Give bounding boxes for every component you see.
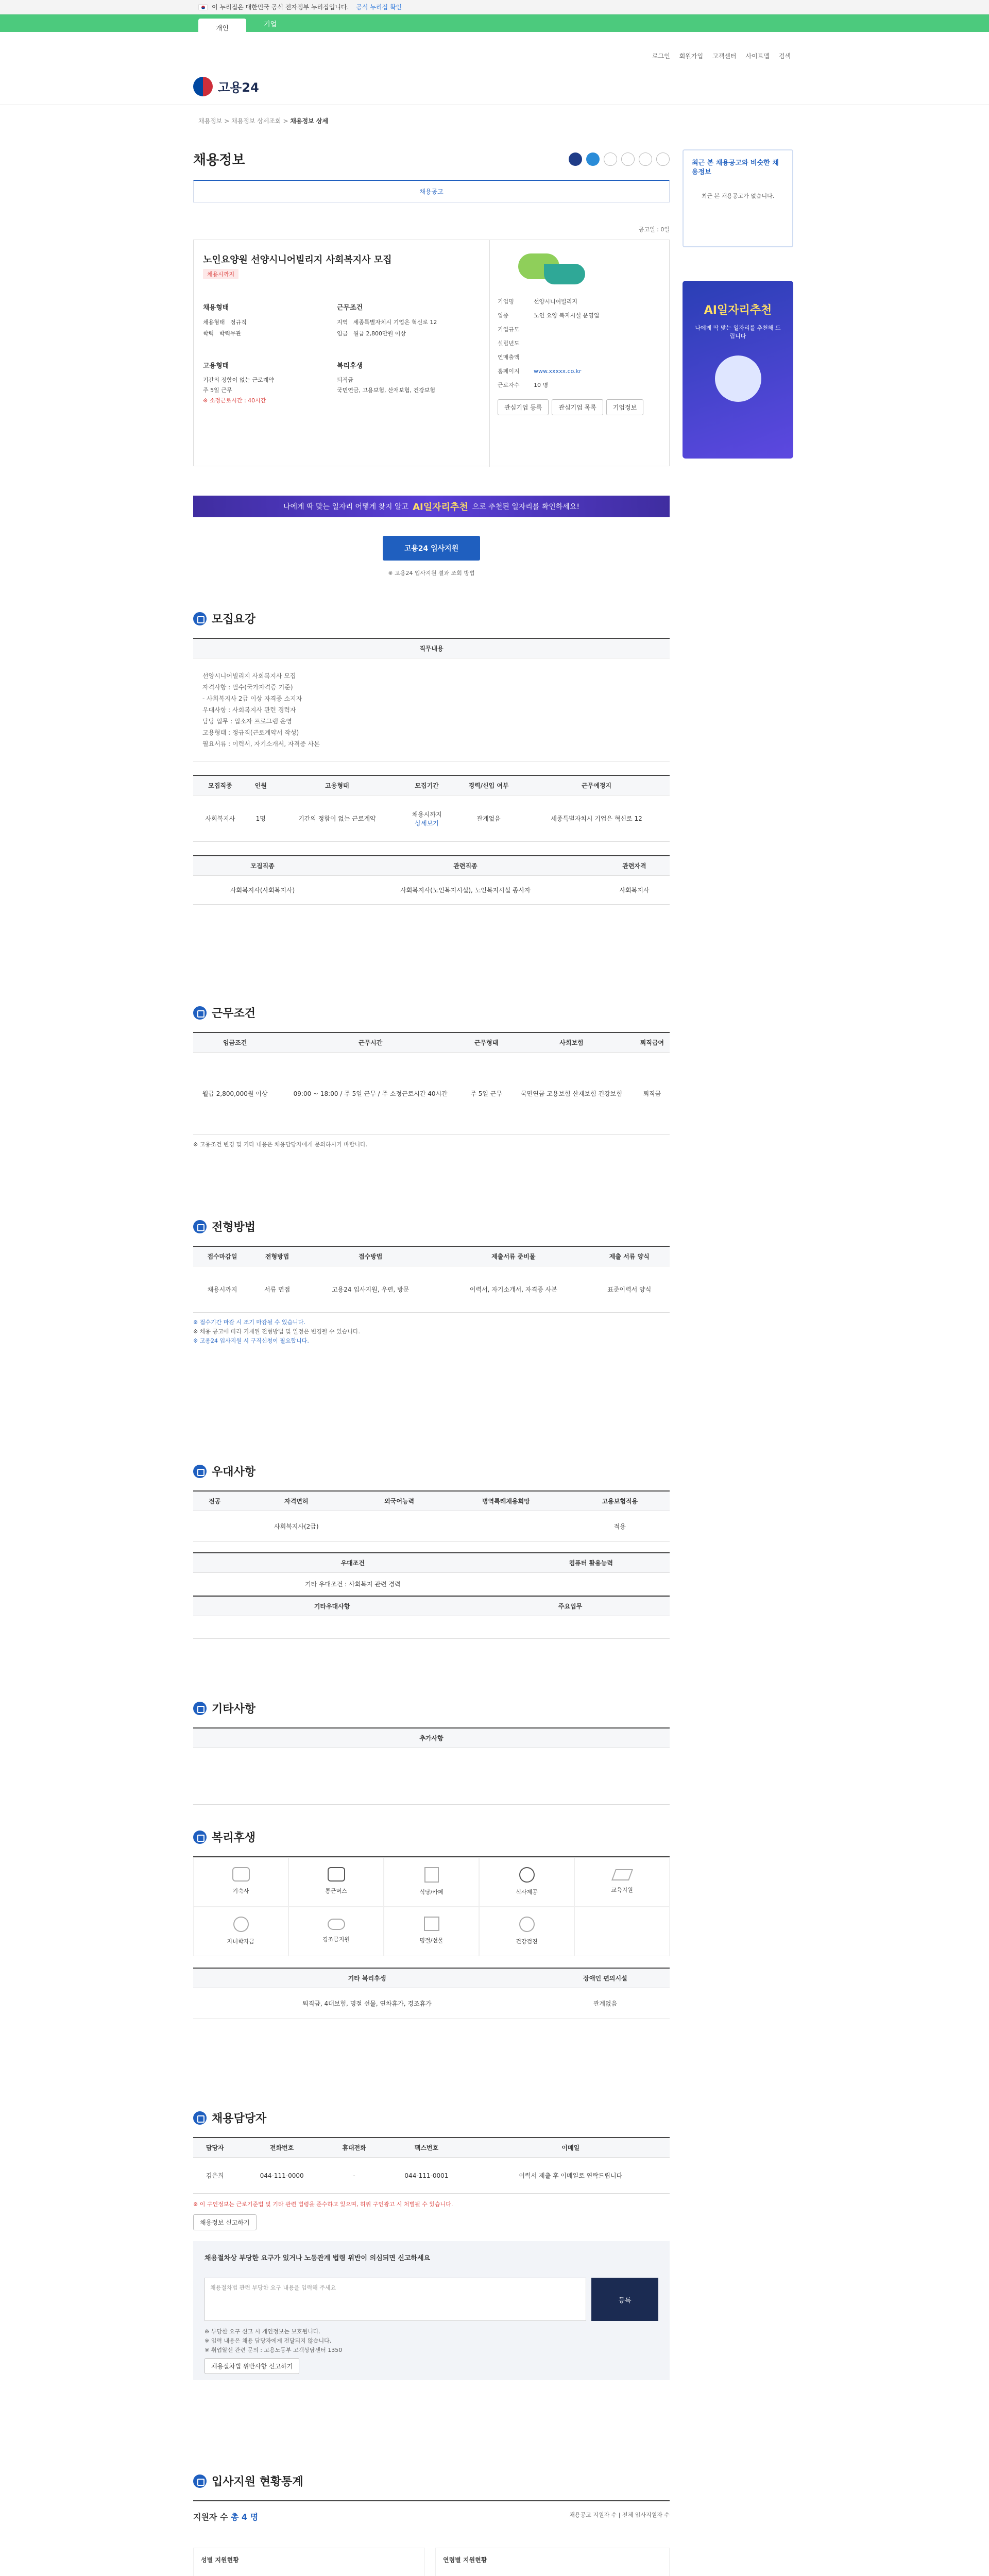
bus-icon (328, 1867, 345, 1882)
etc-table: 추가사항 (193, 1727, 670, 1805)
section-icon (193, 1220, 207, 1233)
table-row: 사회복지사(2급) 적용 (193, 1511, 670, 1542)
table-row: 김은희 044-111-0000 - 044-111-0001 이력서 제출 후 이메일로 연락드립니다 (193, 2158, 670, 2194)
age-chart: 연령별 지원현황 (435, 2548, 670, 2576)
logo-text[interactable]: 고용24 (218, 80, 259, 95)
page-title: 채용정보 (193, 152, 245, 168)
preference-sub-table: 우대조건 컴퓨터 활용능력 기타 우대조건 : 사회복지 관련 경력 (193, 1552, 670, 1596)
recruit-table: 모집직종 인원 고용형태 모집기간 경력/신입 여부 근무예정지 사회복지사 1명 기간의 정함이 없는 근로계약 채용시까지 상세보기 관계없음 세종특별자치시 기업은 혁신로 12 (193, 775, 670, 842)
building-icon (424, 1867, 439, 1883)
table-row: 퇴직금, 4대보험, 명절 선물, 연차휴가, 경조휴가 관계없음 (193, 1988, 670, 2019)
share-icon[interactable] (656, 152, 670, 166)
side-ad-text: 나에게 딱 맞는 일자리를 추천해 드립니다 (695, 325, 781, 340)
print-icon[interactable] (639, 152, 652, 166)
process-notes: ※ 접수기간 마감 시 조기 마감될 수 있습니다. ※ 채용 공고에 따라 기재된 전형방법 및 일정은 변경될 수 있습니다. ※ 고용24 입사지원 시 구직신청이 필요합니다. (193, 1319, 360, 1344)
link-icon[interactable] (621, 152, 635, 166)
company-logo (513, 248, 601, 290)
section-icon (193, 1465, 207, 1478)
breadcrumb: 채용정보 > 채용정보 상세조회 > 채용정보 상세 (198, 117, 329, 125)
welfare-item: 명절/선물 (384, 1907, 479, 1956)
welfare-item: 식사제공 (479, 1857, 574, 1907)
gov-banner (0, 0, 989, 14)
twitter-icon[interactable] (586, 152, 600, 166)
add-interest-button[interactable]: 관심기업 등록 (498, 399, 549, 415)
medical-icon (519, 1917, 535, 1932)
side-ad-title: AI일자리추천 (704, 304, 772, 317)
apply-note: ※ 고용24 입사지원 결과 조회 방법 (388, 570, 475, 577)
rights-submit-button[interactable]: 등록 (591, 2278, 658, 2321)
welfare-table: 기타 복리후생 장애인 편의시설 퇴직금, 4대보험, 명절 선물, 연차휴가, 경조휴가 관계없음 (193, 1968, 670, 2019)
job-title: 노인요양원 선양시니어빌리지 사회복지사 모집 (203, 255, 392, 265)
stats-total-value: 총 4 명 (230, 2512, 259, 2522)
recruit-title: 모집요강 (212, 613, 256, 626)
section-icon (193, 1702, 207, 1715)
stats-title: 입사지원 현황통계 (212, 2476, 303, 2488)
conditions-title: 근무조건 (337, 304, 363, 312)
tab-company[interactable]: 기업 (264, 20, 277, 28)
page-header (193, 149, 670, 233)
utility-bar (0, 32, 989, 68)
work-title: 근무조건 (212, 1007, 256, 1020)
section-icon (193, 612, 207, 625)
table-row: 사회복지사(사회복지사) 사회복지사(노인복지시설), 노인복지시설 종사자 사회복지사 (193, 876, 670, 905)
recruit-detail-link[interactable]: 상세보기 (415, 819, 439, 827)
recruit-content-table: 직무내용 선양시니어빌리지 사회복지사 모집 자격사항 : 필수(국가자격증 기준) - 사회복지사 2급 이상 자격증 소지자 우대사항 : 사회복지사 관련 경력자 담당 업무 : 입소자 프로그램 운영 고용형태 : 정규직(근로계약서 작성) 필요서류 : 이력서, 자기소개서, 자격증 사본 (193, 638, 670, 761)
help-link[interactable]: 고객센터 (712, 53, 737, 60)
robot-icon (715, 355, 761, 402)
contract-rows: 기간의 정함이 없는 근로계약 주 5일 근무 ※ 소정근로시간 : 40시간 (203, 377, 275, 404)
contact-table: 담당자 전화번호 휴대전화 팩스번호 이메일 김은희 044-111-0000 - 044-111-0001 이력서 제출 후 이메일로 연락드립니다 (193, 2137, 670, 2194)
breadcrumb-item[interactable]: 채용정보 (198, 117, 223, 125)
welfare-item: 경조금지원 (288, 1907, 384, 1956)
welfare-icon-grid (193, 1856, 670, 1956)
side-ai-ad[interactable] (683, 281, 793, 459)
notice-bar: 채용공고 (193, 180, 670, 202)
recruit-sub-table: 모집직종 관련직종 관련자격 사회복지사(사회복지사) 사회복지사(노인복지시설), 노인복지시설 종사자 사회복지사 (193, 855, 670, 905)
gender-chart: 성별 지원현황 (193, 2548, 425, 2576)
search-link[interactable]: 검색 (778, 53, 791, 60)
rights-input[interactable]: 채용절차법 관련 부당한 요구 내용을 입력해 주세요 (204, 2278, 586, 2321)
gov-banner-text: 이 누리집은 대한민국 공식 전자정부 누리집입니다. (212, 4, 349, 11)
login-link[interactable]: 로그인 (652, 53, 670, 60)
table-row (193, 1616, 670, 1639)
signup-link[interactable]: 회원가입 (679, 53, 704, 60)
welfare-item: 통근버스 (288, 1857, 384, 1907)
employment-title: 채용형태 (203, 304, 229, 312)
stats-total-label: 지원자 수 (193, 2512, 228, 2522)
gov-banner-toggle[interactable]: 공식 누리집 확인 (356, 4, 402, 11)
section-icon (193, 1006, 207, 1020)
welfare-item: 기숙사 (193, 1857, 288, 1907)
stats-panel (193, 2500, 670, 2576)
section-icon (193, 2111, 207, 2125)
recruit-section (193, 611, 670, 905)
table-row: 기타 우대조건 : 사회복지 관련 경력 (193, 1573, 670, 1596)
status-badge: 채용시까지 (203, 269, 238, 279)
graduation-icon (611, 1869, 633, 1880)
apply-area (193, 536, 670, 578)
section-icon (193, 1831, 207, 1844)
welfare-item: 식당/카페 (384, 1857, 479, 1907)
apply-button[interactable]: 고용24 입사지원 (383, 536, 481, 561)
bookmark-icon[interactable] (604, 152, 617, 166)
welfare-summary-title: 복리후생 (337, 362, 363, 370)
car-icon (232, 1867, 250, 1882)
ai-banner[interactable]: 나에게 딱 맞는 일자리 어떻게 찾지 알고 AI일자리추천 으로 추천된 일자리를 확인하세요! (193, 496, 670, 517)
site-header (0, 68, 989, 105)
job-summary (193, 240, 670, 466)
rights-notes: ※ 부당한 요구 신고 시 개인정보는 보호됩니다. ※ 입력 내용은 채용 담당자에게 전달되지 않습니다. ※ 취업알선 관련 문의 : 고용노동부 고객상담센터 1350 (204, 2328, 343, 2353)
preference-section (193, 1463, 670, 1639)
process-section (193, 1218, 670, 1346)
work-table: 임금조건 근무시간 근무형태 사회보험 퇴직급여 월급 2,800,000원 이상 09:00 ~ 18:00 / 주 5일 근무 / 주 소정근로시간 40시간 주 5일 근무 국민연금 고용보험 산재보험 건강보험 퇴직금 (193, 1032, 670, 1135)
korea-flag-icon (198, 4, 208, 10)
welfare-item: 자녀학자금 (193, 1907, 288, 1956)
rights-box (193, 2241, 670, 2380)
welfare-item: 건강검진 (479, 1907, 574, 1956)
etc-title: 기타사항 (212, 1703, 256, 1716)
stats-section (193, 2473, 670, 2576)
report-info-button[interactable]: 채용정보 신고하기 (193, 2214, 257, 2230)
gift-icon (424, 1917, 439, 1931)
table-row: 사회복지사 1명 기간의 정함이 없는 근로계약 채용시까지 상세보기 관계없음 세종특별자치시 기업은 혁신로 12 (193, 795, 670, 842)
conditions-rows: 지역 세종특별자치시 기업은 혁신로 12 임금 월급 2,800만원 이상 (337, 319, 437, 337)
contact-note: ※ 이 구인정보는 근로기준법 및 기타 관련 법령을 준수하고 있으며, 허위 구인광고 시 처벌될 수 있습니다. (193, 2201, 453, 2208)
interest-list-button[interactable]: 관심기업 목록 (552, 399, 603, 415)
breadcrumb-current: 채용정보 상세 (290, 117, 329, 125)
sitemap-link[interactable]: 사이트맵 (745, 53, 770, 60)
handshake-icon (328, 1919, 345, 1930)
employment-rows: 채용형태 정규직 학력 학력무관 (203, 319, 247, 337)
side-box-text: 최근 본 채용공고가 없습니다. (701, 193, 775, 199)
table-row: 채용시까지 서류 면접 고용24 입사지원, 우편, 방문 이력서, 자기소개서, 자격증 사본 표준이력서 양식 (193, 1266, 670, 1313)
preference-title: 우대사항 (212, 1466, 256, 1479)
stats-legend: 채용공고 지원자 수 | 전체 입사지원자 수 (569, 2512, 670, 2518)
welfare-item: 교육지원 (574, 1857, 670, 1907)
welfare-title: 복리후생 (212, 1832, 256, 1844)
pub-date: 공고일 : 0일 (638, 226, 670, 233)
rights-title: 채용절차상 부당한 요구가 있거나 노동관계 법령 위반이 의심되면 신고하세요 (204, 2255, 431, 2262)
recruit-content: 선양시니어빌리지 사회복지사 모집 자격사항 : 필수(국가자격증 기준) - 사회복지사 2급 이상 자격증 소지자 우대사항 : 사회복지사 관련 경력자 담당 업무 : 입소자 프로그램 운영 고용형태 : 정규직(근로계약서 작성) 필요서류 : 이력서, 자기소개서, 자격증 사본 (193, 658, 670, 761)
table-row: 월급 2,800,000원 이상 09:00 ~ 18:00 / 주 5일 근무 / 주 소정근로시간 40시간 주 5일 근무 국민연금 고용보험 산재보험 건강보험 퇴직금 (193, 1053, 670, 1135)
contact-title: 채용담당자 (212, 2112, 267, 2125)
user-type-tabs (0, 14, 989, 32)
rights-link-button[interactable]: 채용절차법 위반사항 신고하기 (204, 2358, 299, 2374)
logo-icon (193, 77, 213, 96)
etc-section (193, 1700, 670, 1805)
section-icon (193, 2475, 207, 2488)
welfare-summary-rows: 퇴직금 국민연금, 고용보험, 산재보험, 건강보험 (337, 377, 435, 394)
process-title: 전형방법 (212, 1221, 256, 1234)
food-icon (519, 1867, 535, 1883)
coin-icon (233, 1917, 249, 1932)
process-table: 접수마감일 전형방법 접수방법 제출서류 준비물 제출 서류 양식 채용시까지 서류 면접 고용24 입사지원, 우편, 방문 이력서, 자기소개서, 자격증 사본 표준이력서 양식 (193, 1246, 670, 1313)
welfare-section (193, 1829, 670, 2019)
facebook-icon[interactable] (569, 152, 582, 166)
side-box-title: 최근 본 채용공고와 비슷한 채용정보 (692, 159, 779, 176)
company-info: 기업명 선양시니어빌리지 업종 노인 요양 복지시설 운영업 기업규모 설립년도 연매출액 홈페이지 www.xxxxx.co.kr 근로자수 10 명 (498, 298, 600, 388)
share-toolbar (569, 152, 670, 166)
preference-sub-table-2: 기타우대사항 주요업무 (193, 1596, 670, 1639)
side-recent-box (683, 149, 793, 247)
work-note: ※ 고용조건 변경 및 기타 내용은 채용담당자에게 문의하시기 바랍니다. (193, 1141, 368, 1148)
preference-table: 전공 자격면허 외국어능력 병역특례채용희망 고용보험적용 사회복지사(2급) 적용 (193, 1490, 670, 1542)
contact-section (193, 2110, 670, 2230)
tab-personal[interactable]: 개인 (198, 19, 246, 32)
work-section (193, 1005, 670, 1149)
homepage-link[interactable]: www.xxxxx.co.kr (534, 368, 582, 375)
company-info-button[interactable]: 기업정보 (606, 399, 643, 415)
breadcrumb-item[interactable]: 채용정보 상세조회 (231, 117, 281, 125)
contract-title: 고용형태 (203, 362, 229, 370)
